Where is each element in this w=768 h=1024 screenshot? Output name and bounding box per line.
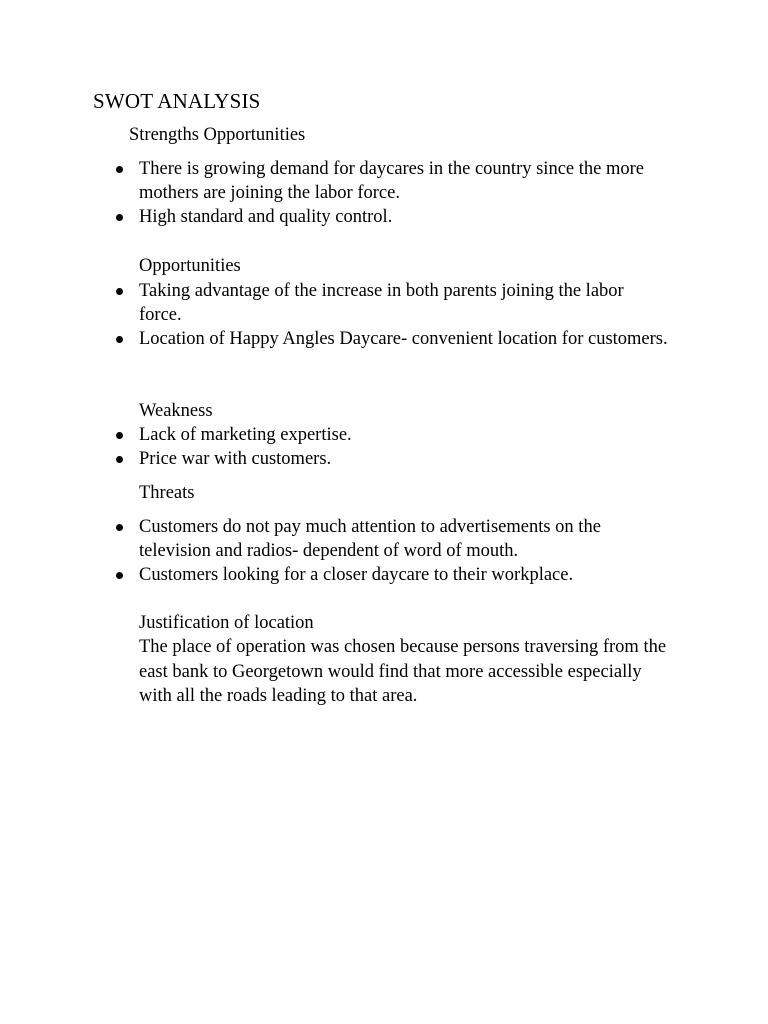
list-item [0,515,669,563]
justification-heading: Justification of location [139,613,314,633]
list-item [0,327,669,351]
list-item [0,447,669,471]
list-item-text: Location of Happy Angles Daycare- convenient location for customers. [139,329,668,349]
list-item-text: Customers looking for a closer daycare to their workplace. [139,565,574,585]
list-item [0,423,669,447]
list-item-text: High standard and quality control. [139,207,393,227]
list-item [0,279,669,327]
threats-heading: Threats [139,483,195,503]
bullet-icon [116,572,123,579]
document-title: SWOT ANALYSIS [93,89,261,113]
bullet-icon [116,456,123,463]
weakness-list [0,423,669,471]
list-item [0,205,669,229]
bullet-icon [116,214,123,221]
bullet-icon [116,166,123,173]
threats-list [0,515,669,587]
list-item-text: There is growing demand for daycares in the country since the more mothers are joining the labor force. [139,159,644,203]
bullet-icon [116,336,123,343]
list-item-text: Customers do not pay much attention to advertisements on the television and radios- dependent of word of mouth. [139,517,601,561]
opportunities-heading: Opportunities [139,256,241,276]
bullet-icon [116,432,123,439]
list-item [0,157,669,205]
list-item-text: Price war with customers. [139,449,332,469]
list-item [0,563,669,587]
strengths-list [0,157,669,229]
bullet-icon [116,288,123,295]
list-item-text: Taking advantage of the increase in both parents joining the labor force. [139,281,624,325]
list-item-text: Lack of marketing expertise. [139,425,352,445]
bullet-icon [116,524,123,531]
justification-paragraph: The place of operation was chosen because persons traversing from the east bank to Georgetown would find that more accessible especially with all the roads leading to that area. [139,637,667,706]
opportunities-list [0,279,669,351]
strengths-opportunities-heading: Strengths Opportunities [129,125,306,145]
weakness-heading: Weakness [139,401,213,421]
